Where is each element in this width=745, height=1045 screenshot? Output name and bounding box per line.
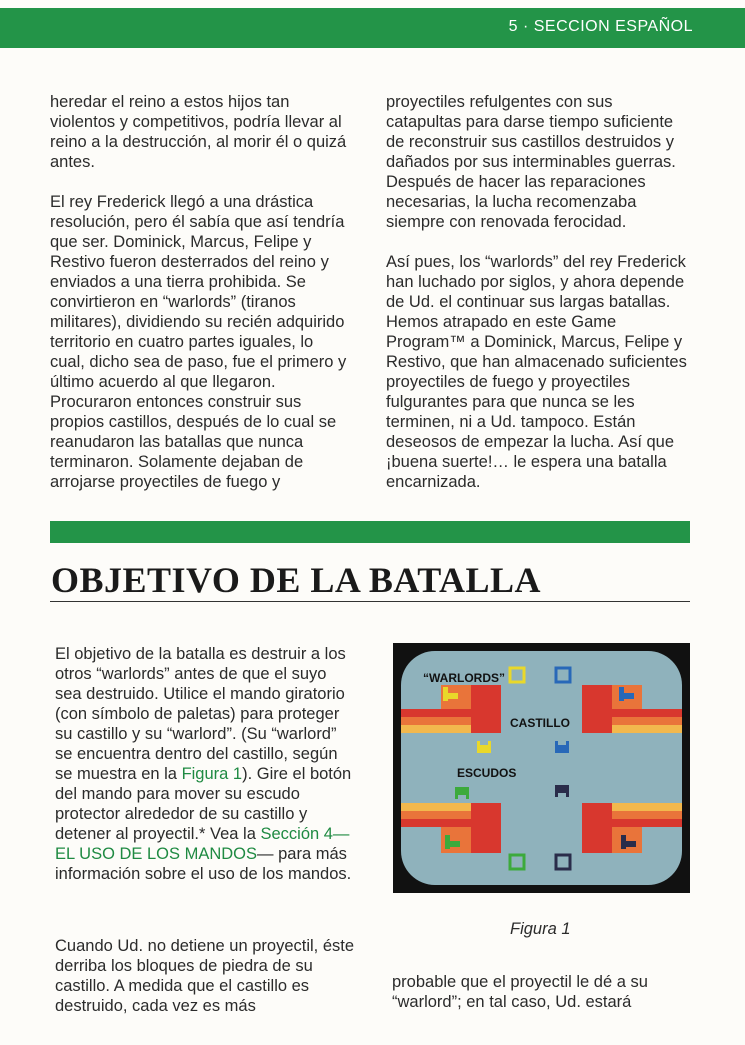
text-column-left-top	[50, 92, 350, 512]
screen-label-escudos: ESCUDOS	[457, 766, 517, 780]
section-divider-bar	[50, 521, 690, 543]
paragraph: Así pues, los “warlords” del rey Frederick han luchado por siglos, y ahora depende de Ud. el continuar sus largas batallas. Hemos atrapado en este Game Program™ a Dominick, Marcus, Felipe y Restivo, que han almacenado suficientes proyectiles de fuego y proyectiles fulgurantes para que nunca se les terminen, ni a Ud. tampoco. Están deseosos de empezar la lucha. Así que ¡buena suerte!… le espera una batalla encarnizada.	[386, 253, 687, 491]
game-screen	[393, 643, 690, 893]
text-column-right-bottom	[392, 972, 692, 1032]
paragraph: El rey Frederick llegó a una drástica resolución, pero él sabía que así tendría que ser. Dominick, Marcus, Felipe y Restivo fueron desterrados del reino y enviados a una tierra prohibida. Se convirtieron en “warlords” (tiranos militares), dividiendo su recién adquirido territorio en cuatro partes iguales, lo cual, dicho sea de paso, fue el primero y último acuerdo al que llegaron. Procuraron entonces construir sus propios castillos, después de lo cual se reanudaron las batallas que nunca terminaron. Solamente dejaban de arrojarse proyectiles de fuego y	[50, 193, 347, 491]
text-column-right-top	[386, 92, 691, 512]
paragraph: heredar el reino a estos hijos tan violentos y competitivos, podría llevar al reino a la destrucción, al morir él o quizá antes.	[50, 93, 347, 171]
section-header-label: 5 · SECCION ESPAÑOL	[508, 18, 693, 35]
section-title-rule	[50, 601, 690, 602]
text-column-left-bottom-2	[55, 936, 355, 1036]
paragraph: Cuando Ud. no detiene un proyectil, éste derriba los bloques de piedra de su castillo. A medida que el castillo es destruido, cada vez es más	[55, 937, 355, 1015]
paragraph: El objetivo de la batalla es destruir a los otros “warlords” antes de que el suyo sea destruido. Utilice el mando giratorio (con símbolo de paletas) para proteger su castillo y su “warlord”. (Su “warlord” se encuentra dentro del castillo, según se muestra en la Figura 1). Gire el botón del mando para mover su escudo protector alrededor de su castillo y detener al proyectil.* Vea la Sección 4—EL USO DE LOS MANDOS— para más información sobre el uso de los mandos.	[55, 645, 352, 883]
figure-caption: Figura 1	[510, 920, 571, 938]
section-title: OBJETIVO DE LA BATALLA	[51, 560, 542, 600]
screen-label-castillo: CASTILLO	[510, 716, 570, 730]
section-reference: Sección 4—EL USO DE LOS MANDOS	[55, 825, 350, 863]
figure-reference: Figura 1	[181, 765, 243, 783]
game-screenshot-figure	[393, 643, 690, 893]
paragraph: proyectiles refulgentes con sus catapultas para darse tiempo suficiente de reconstruir sus castillos destruidos y dañados por sus interminables guerras. Después de hacer las reparaciones necesarias, la lucha recomenzaba siempre con renovada ferocidad.	[386, 93, 676, 231]
screen-label-warlords: “WARLORDS”	[423, 671, 505, 685]
text-column-left-bottom	[55, 644, 355, 904]
paragraph: probable que el proyectil le dé a su “warlord”; en tal caso, Ud. estará	[392, 973, 648, 1011]
